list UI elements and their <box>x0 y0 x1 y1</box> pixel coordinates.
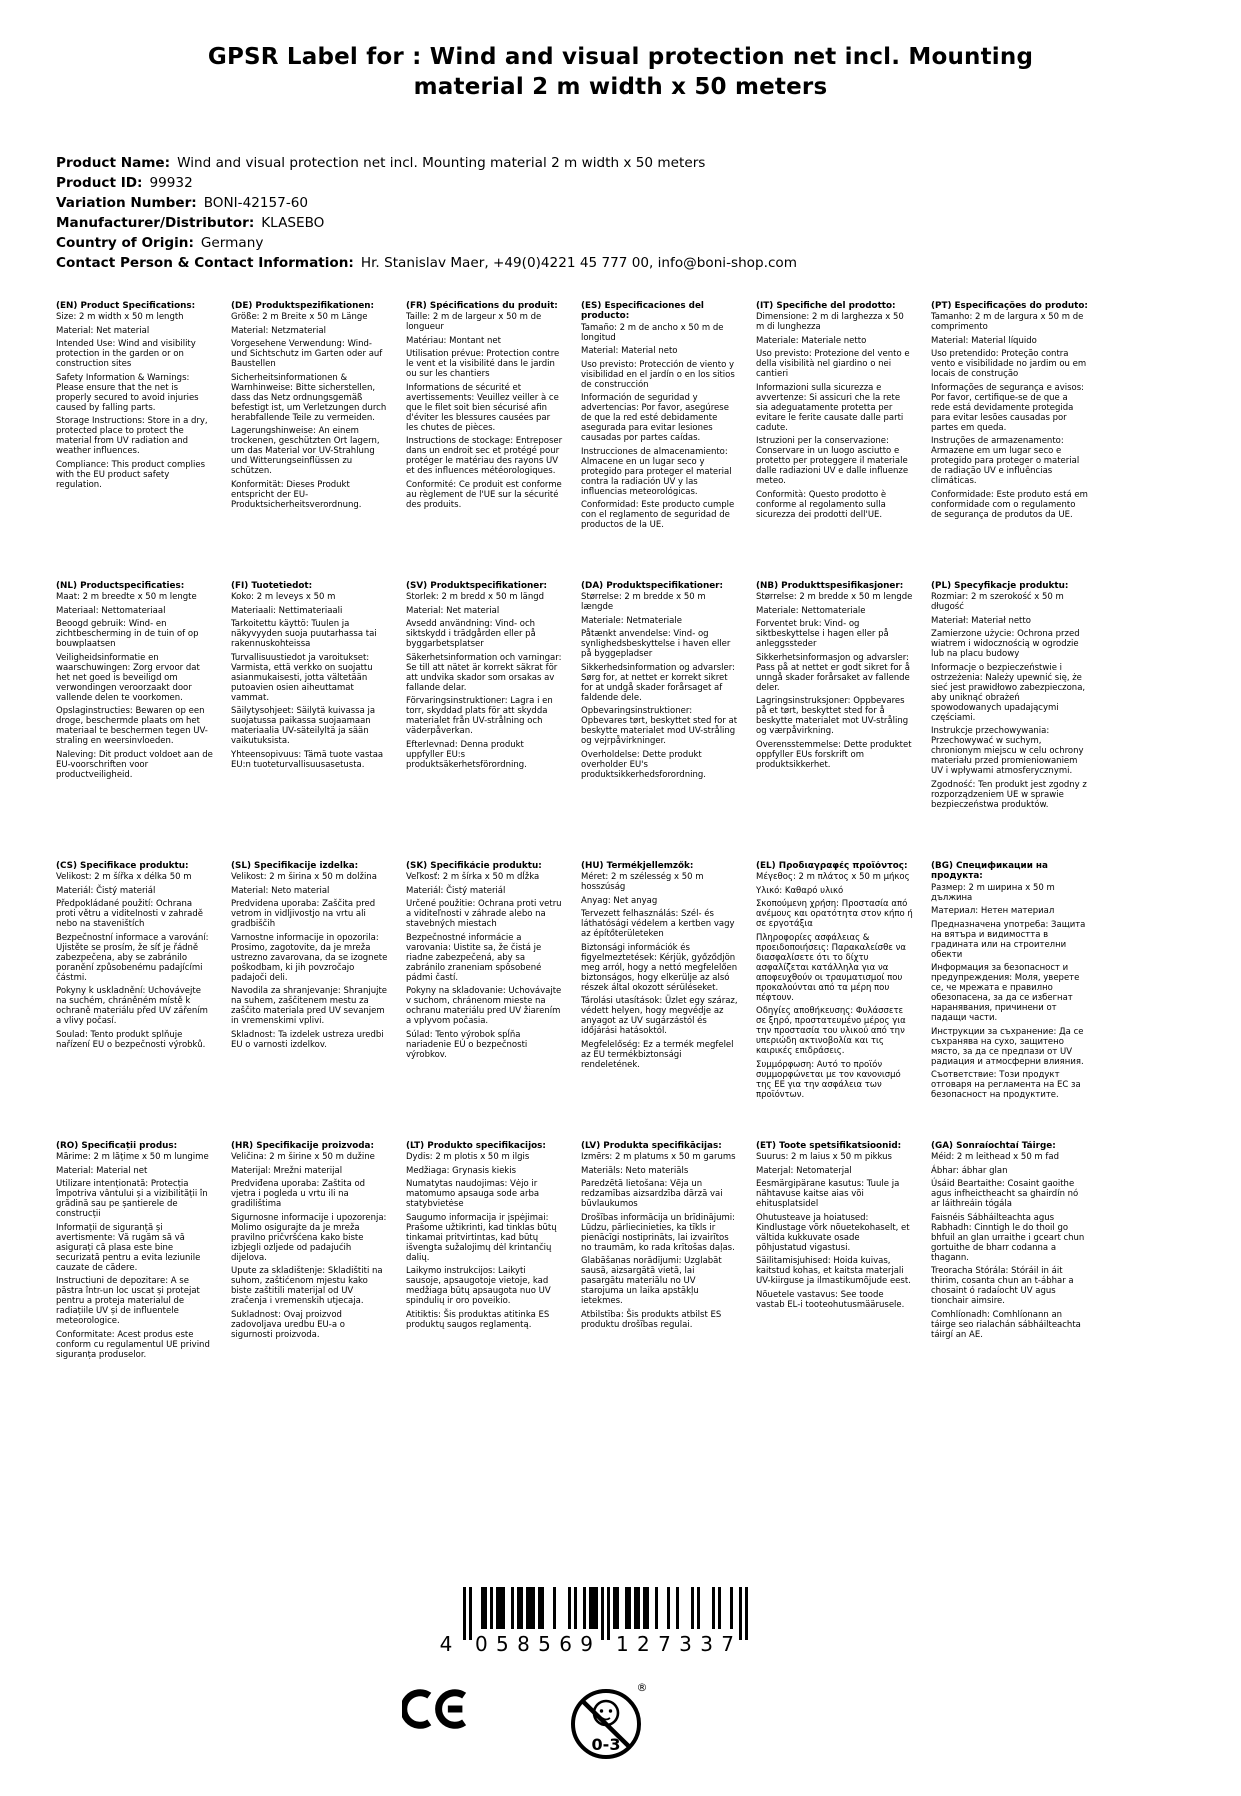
lang-block-heading: (SL) Specifikacije izdelka: <box>231 860 359 871</box>
spec-paragraph: Varnostne informacije in opozorila: Prosimo, zagotovite, da je mreža ustrezno zavarovana, da se izognete poškodbam, ki jih povzročajo padajoči deli. <box>231 932 388 983</box>
spec-paragraph: Bezpečnostní informace a varování: Ujistěte se prosím, že síť je řádně zabezpečena, aby se zabránilo poranění způsobenému padajícími částmi. <box>56 932 209 983</box>
spec-paragraph: Glabāšanas norādījumi: Uzglabāt sausā, aizsargātā vietā, lai pasargātu materiālu no UV starojuma un laika apstākļu ietekmes. <box>581 1256 722 1307</box>
spec-paragraph: Οδηγίες αποθήκευσης: Φυλάσσετε σε ξηρό, προστατευμένο μέρος για την προστασία του υλικού από την υπεριώδη ακτινοβολία και τις καιρικές επιδράσεις. <box>756 1006 906 1057</box>
spec-paragraph: Material: Net material <box>406 605 500 616</box>
barcode-bar <box>613 1587 616 1629</box>
barcode-bar <box>484 1587 487 1629</box>
spec-paragraph: Размер: 2 m ширина x 50 m дължина <box>931 882 1055 903</box>
lang-block-nl <box>56 581 231 861</box>
spec-paragraph: Σκοπούμενη χρήση: Προστασία από ανέμους και ορατότητα στον κήπο ή σε εργοτάξια <box>756 899 913 930</box>
barcode-bar <box>739 1587 742 1640</box>
lang-block-ro <box>56 1141 231 1421</box>
spec-paragraph: Förvaringsinstruktioner: Lagra i en torr, skyddad plats för att skydda materialet från UV-strålning och väderpåverkan. <box>406 696 553 737</box>
product-info-label: Contact Person & Contact Information: <box>56 254 354 271</box>
lang-block-heading: (RO) Specificații produs: <box>56 1140 178 1151</box>
product-info-value: Wind and visual protection net incl. Mounting material 2 m width x 50 meters <box>177 154 706 171</box>
lang-block-heading: (PT) Especificações do produto: <box>931 300 1088 311</box>
lang-block-heading: (CS) Specifikace produktu: <box>56 860 189 871</box>
spec-paragraph: Suurus: 2 m laius x 50 m pikkus <box>756 1152 892 1163</box>
lang-block-heading: (DA) Produktspecifikationer: <box>581 580 724 591</box>
spec-paragraph: Größe: 2 m Breite x 50 m Länge <box>231 312 368 323</box>
lang-block-bg <box>931 861 1106 1141</box>
barcode-bar <box>646 1587 649 1629</box>
spec-paragraph: Предназначена употреба: Защита на вятъра и видимостта в градината или на строителни обекти <box>931 919 1086 960</box>
lang-block-heading: (HU) Termékjellemzők: <box>581 860 694 871</box>
lang-block-el <box>756 861 931 1141</box>
spec-paragraph: Úsáid Beartaithe: Cosaint gaoithe agus infheictheacht sa ghairdín nó ar láithreáin tógála <box>931 1179 1079 1210</box>
spec-paragraph: Numatytas naudojimas: Vėjo ir matomumo apsauga sode arba statybvietėse <box>406 1179 540 1210</box>
spec-paragraph: Säilytysohjeet: Säilytä kuivassa ja suojatussa paikassa suojaamaan materiaalia UV-säteilyltä ja sään vaikutuksista. <box>231 706 376 747</box>
lang-block-es <box>581 301 756 581</box>
spec-paragraph: Lagerungshinweise: An einem trockenen, geschützten Ort lagern, um das Material vor UV-Strahlung und Witterungseinflüssen zu schützen. <box>231 426 380 477</box>
spec-paragraph: Veličina: 2 m širine x 50 m dužine <box>231 1152 375 1163</box>
spec-paragraph: Storage Instructions: Store in a dry, protected place to protect the material from UV radiation and weather influences. <box>56 416 208 457</box>
spec-paragraph: Saugumo informacija ir įspėjimai: Prašome užtikrinti, kad tinklas būtų tinkamai pritvirtintas, kad būtų išvengta sužalojimų dėl krintančių dalių. <box>406 1212 557 1263</box>
spec-paragraph: Utilizare intenționată: Protecția împotriva vântului și a vizibilității în grădină sau pe șantierele de construcții <box>56 1179 208 1220</box>
barcode-bar <box>568 1587 571 1629</box>
lang-block-da <box>581 581 756 861</box>
barcode-bar <box>595 1587 598 1629</box>
lang-block-hr <box>231 1141 406 1421</box>
spec-paragraph: Opbevaringsinstruktioner: Opbevares tørt, beskyttet sted for at beskytte materialet mod UV-stråling og vejrpåvirkninger. <box>581 706 738 747</box>
spec-paragraph: Velikost: 2 m šířka x délka 50 m <box>56 872 192 883</box>
spec-paragraph: Upute za skladištenje: Skladištiti na suhom, zaštićenom mjestu kako biste zaštitili materijal od UV zračenja i vremenskih utjecaja. <box>231 1266 383 1307</box>
spec-paragraph: Matériau: Montant net <box>406 335 501 346</box>
spec-paragraph: Informații de siguranță și avertismente: Vă rugăm să vă asigurați că plasa este bine securizată pentru a evita leziunile cauzate de cădere. <box>56 1222 201 1273</box>
lang-block-pl <box>931 581 1106 861</box>
spec-paragraph: Ohutusteave ja hoiatused: Kindlustage võrk nõuetekohaselt, et vältida kukkuvate osade põhjustatud vigastusi. <box>756 1212 910 1253</box>
product-info-row <box>56 153 1241 173</box>
barcode-bar <box>511 1587 514 1629</box>
barcode-bar <box>538 1587 541 1629</box>
barcode-left-digits: 058569 <box>475 1631 593 1655</box>
lang-block-lv <box>581 1141 756 1421</box>
spec-paragraph: Υλικό: Καθαρό υλικό <box>756 885 844 896</box>
barcode-bar <box>502 1587 505 1629</box>
spec-paragraph: Vorgesehene Verwendung: Wind- und Sichtschutz im Garten oder auf Baustellen <box>231 339 383 370</box>
spec-paragraph: Material: Material net <box>56 1165 148 1176</box>
barcode-bar <box>697 1587 700 1629</box>
spec-paragraph: Størrelse: 2 m bredde x 50 m længde <box>581 592 706 613</box>
ean-barcode <box>433 1587 753 1655</box>
product-info-section <box>56 153 1241 273</box>
spec-paragraph: Laikymo instrukcijos: Laikyti sausoje, apsaugotoje vietoje, kad medžiaga būtų apsaugota nuo UV spindulių ir oro poveikio. <box>406 1266 551 1307</box>
spec-paragraph: Eesmärgipärane kasutus: Tuule ja nähtavuse kaitse aias või ehitusplatsidel <box>756 1179 900 1210</box>
spec-paragraph: Mărime: 2 m lățime x 50 m lungime <box>56 1152 209 1163</box>
spec-paragraph: Atitiktis: Šis produktas atitinka ES produktų saugos reglamentą. <box>406 1309 550 1330</box>
spec-paragraph: Material: Netzmaterial <box>231 325 326 336</box>
spec-paragraph: Taille: 2 m de largeur x 50 m de longueur <box>406 312 542 333</box>
spec-paragraph: Soulad: Tento produkt splňuje nařízení EU o bezpečnosti výrobků. <box>56 1029 206 1050</box>
lang-block-heading: (SV) Produktspecifikationer: <box>406 580 548 591</box>
lang-block-heading: (NL) Productspecificaties: <box>56 580 185 591</box>
spec-paragraph: Informations de sécurité et avertissements: Veuillez veiller à ce que le filet soit bien sécurisé afin d'éviter les blessures causées par les chutes de pièces. <box>406 382 559 433</box>
product-info-row <box>56 213 1241 233</box>
barcode-bar <box>607 1587 610 1640</box>
product-info-label: Product ID: <box>56 174 143 191</box>
spec-paragraph: Инструкции за съхранение: Да се съхранява на сухо, защитено място, за да се предпази от UV радиация и атмосферни влияния. <box>931 1026 1084 1067</box>
barcode-bar <box>532 1587 535 1629</box>
spec-paragraph: Μέγεθος: 2 m πλάτος x 50 m μήκος <box>756 872 910 883</box>
barcode-bar <box>676 1587 679 1629</box>
spec-paragraph: Treoracha Stórála: Stóráil in áit thirim, cosanta chun an t-ábhar a chosaint ó radaíocht UV agus tionchair aimsire. <box>931 1266 1074 1307</box>
lang-block-heading: (BG) Спецификации на продукта: <box>931 860 1048 882</box>
barcode-bar <box>583 1587 586 1629</box>
spec-paragraph: Pokyny k uskladnění: Uchovávejte na suchém, chráněném místě k ochraně materiálu před UV zářením a vlivy počasí. <box>56 986 208 1027</box>
spec-paragraph: Beoogd gebruik: Wind- en zichtbescherming in de tuin of op bouwplaatsen <box>56 619 199 650</box>
lang-block-heading: (HR) Specifikacije proizvoda: <box>231 1140 374 1151</box>
barcode-bar <box>469 1587 472 1640</box>
barcode-bar <box>463 1587 466 1640</box>
barcode-bar <box>637 1587 640 1629</box>
spec-paragraph: Materiale: Nettomateriale <box>756 605 866 616</box>
lang-block-heading: (SK) Špecifikácie produktu: <box>406 860 542 871</box>
spec-paragraph: Uso previsto: Protección de viento y visibilidad en el jardín o en los sitios de construcción <box>581 359 735 390</box>
lang-block-fi <box>231 581 406 861</box>
spec-paragraph: Forventet bruk: Vind- og siktbeskyttelse i hagen eller på anleggssteder <box>756 619 889 650</box>
spec-paragraph: Naleving: Dit product voldoet aan de EU-voorschriften voor productveiligheid. <box>56 749 213 780</box>
spec-paragraph: Storlek: 2 m bredd x 50 m längd <box>406 592 545 603</box>
spec-paragraph: Drošības informācija un brīdinājumi: Lūdzu, pārliecinieties, ka tīkls ir pienācīgi nostiprināts, lai izvairītos no traumām, ko rada krītošas daļas. <box>581 1212 735 1253</box>
spec-paragraph: Tarkoitettu käyttö: Tuulen ja näkyvyyden suoja puutarhassa tai rakennuskohteissa <box>231 619 377 650</box>
spec-paragraph: Určené použitie: Ochrana proti vetru a viditeľnosti v záhrade alebo na stavebných miestach <box>406 899 562 930</box>
spec-paragraph: Instruções de armazenamento: Armazene em um lugar seco e protegido para proteger o material de radiação UV e influências climáticas. <box>931 436 1080 487</box>
spec-paragraph: Velikost: 2 m širina x 50 m dolžina <box>231 872 377 883</box>
spec-paragraph: Pokyny na skladovanie: Uchovávajte v suchom, chránenom mieste na ochranu materiálu pred UV žiarením a vplyvom počasia. <box>406 986 562 1027</box>
spec-paragraph: Conformidad: Este producto cumple con el reglamento de seguridad de productos de la UE. <box>581 500 735 531</box>
spec-paragraph: Size: 2 m width x 50 m length <box>56 312 184 323</box>
lang-block-heading: (FR) Spécifications du produit: <box>406 300 558 311</box>
spec-paragraph: Säilitamisjuhised: Hoida kuivas, kaitstud kohas, et kaitsta materjali UV-kiirguse ja ilmastikumõjude eest. <box>756 1256 911 1287</box>
barcode-bar <box>625 1587 628 1629</box>
barcode-section <box>433 1587 1241 1655</box>
spec-paragraph: Instructiuni de depozitare: A se păstra într-un loc uscat și protejat pentru a proteja materialul de radiațiile UV și de influentele meteorologice. <box>56 1276 200 1327</box>
lang-block-heading: (NB) Produkttspesifikasjoner: <box>756 580 904 591</box>
spec-paragraph: Maat: 2 m breedte x 50 m lengte <box>56 592 197 603</box>
product-info-value: Hr. Stanislav Maer, +49(0)4221 45 777 00, info@boni-shop.com <box>360 254 797 271</box>
spec-paragraph: Zamierzone użycie: Ochrona przed wiatrem i widocznością w ogrodzie lub na placu budowy <box>931 629 1080 660</box>
lang-block-hu <box>581 861 756 1141</box>
spec-paragraph: Sikkerhedsinformation og advarsler: Sørg for, at nettet er korrekt sikret for at undgå skader forårsaget af faldende dele. <box>581 662 735 703</box>
spec-paragraph: Paredzētā lietošana: Vēja un redzamības aizsardzība dārzā vai būvlaukumos <box>581 1179 723 1210</box>
lang-block-cs <box>56 861 231 1141</box>
spec-paragraph: Overholdelse: Dette produkt overholder EU's produktsikkerhedsforordning. <box>581 749 706 780</box>
spec-paragraph: Информация за безопасност и предупреждения: Моля, уверете се, че мрежата е правилно обезопасена, за да се избегнат наранявания, причинени от падащи части. <box>931 963 1080 1024</box>
product-info-label: Variation Number: <box>56 194 197 211</box>
spec-paragraph: Overensstemmelse: Dette produktet oppfyller EUs forskrift om produktsikkerhet. <box>756 739 912 770</box>
spec-paragraph: Material: Material líquido <box>931 335 1037 346</box>
barcode-bar <box>592 1587 595 1629</box>
lang-block-heading: (GA) Sonraíochtaí Táirge: <box>931 1140 1056 1151</box>
spec-paragraph: Material: Net material <box>56 325 150 336</box>
spec-paragraph: Navodila za shranjevanje: Shranjujte na suhem, zaščitenem mestu za zaščito materiala pred UV sevanjem in vremenskimi vplivi. <box>231 986 388 1027</box>
product-info-value: KLASEBO <box>261 214 325 231</box>
spec-paragraph: Opslaginstructies: Bewaren op een droge, beschermde plaats om het materiaal te beschermen tegen UV-straling en weersinvloeden. <box>56 706 208 747</box>
registered-symbol: ® <box>636 1680 648 1694</box>
spec-paragraph: Veľkosť: 2 m šírka x 50 m dĺžka <box>406 872 540 883</box>
barcode-bar <box>553 1587 556 1629</box>
spec-paragraph: Sukladnost: Ovaj proizvod zadovoljava uredbu EU-a o sigurnosti proizvoda. <box>231 1309 345 1340</box>
barcode-bar <box>574 1587 577 1629</box>
spec-paragraph: Méret: 2 m szélesség x 50 m hosszúság <box>581 872 704 893</box>
spec-paragraph: Utilisation prévue: Protection contre le vent et la visibilité dans le jardin ou sur les chantiers <box>406 349 560 380</box>
spec-paragraph: Koko: 2 m leveys x 50 m <box>231 592 336 603</box>
spec-paragraph: Instructions de stockage: Entreposer dans un endroit sec et protégé pour protéger le matériau des rayons UV et des influences météorologiques. <box>406 436 563 477</box>
language-specs-grid <box>56 301 1241 1421</box>
spec-paragraph: Nõuetele vastavus: See toode vastab EL-i tooteohutusmäärusele. <box>756 1289 905 1310</box>
spec-paragraph: Πληροφορίες ασφάλειας & προειδοποιήσεις: Παρακαλείσθε να διασφαλίσετε ότι το δίχτυ ασφαλίζεται κατάλληλα για να αποφευχθούν οι τραυματισμοί που προκαλούνται από τα μέρη που πέφτουν. <box>756 932 906 1003</box>
product-info-row <box>56 173 1241 193</box>
spec-paragraph: Turvallisuustiedot ja varoitukset: Varmista, että verkko on suojattu asianmukaisesti, jotta vältetään putoavien osien aiheuttamat vammat. <box>231 652 373 703</box>
spec-paragraph: Materijal: Mrežni materijal <box>231 1165 343 1176</box>
spec-paragraph: Tárolási utasítások: Üzlet egy száraz, védett helyen, hogy megvédje az anyagot az UV sugárzástól és időjárási hatásoktól. <box>581 996 738 1037</box>
spec-paragraph: Tamaño: 2 m de ancho x 50 m de longitud <box>581 322 724 343</box>
spec-paragraph: Съответствие: Този продукт отговаря на регламента на ЕС за безопасност на продуктите. <box>931 1070 1081 1101</box>
spec-paragraph: Intended Use: Wind and visibility protection in the garden or on construction sites <box>56 339 196 370</box>
spec-paragraph: Súlad: Tento výrobok spĺňa nariadenie EÚ o bezpečnosti výrobkov. <box>406 1029 528 1060</box>
lang-block-heading: (ES) Especificaciones del producto: <box>581 300 704 322</box>
page-title: GPSR Label for : Wind and visual protection net incl. Mounting material 2 m width x 50 meters <box>207 44 1034 101</box>
lang-block-heading: (FI) Tuotetiedot: <box>231 580 313 591</box>
lang-block-pt <box>931 301 1106 581</box>
ce-mark-icon <box>402 1679 474 1739</box>
age-warning-label: 0-3 <box>591 1734 621 1754</box>
spec-paragraph: Størrelse: 2 m bredde x 50 m lengde <box>756 592 913 603</box>
spec-paragraph: Biztonsági információk és figyelmeztetések: Kérjük, győződjön meg arról, hogy a nettó megfelelően biztonságos, hogy elkerülje az alsó részek által okozott sérüléseket. <box>581 942 738 993</box>
spec-paragraph: Rozmiar: 2 m szerokość x 50 m długość <box>931 592 1064 613</box>
product-info-label: Product Name: <box>56 154 171 171</box>
barcode-bar <box>526 1587 529 1629</box>
barcode-lead-digit: 4 <box>439 1631 453 1655</box>
spec-paragraph: Instrukcje przechowywania: Przechowywać w suchym, chronionym miejscu w celu ochrony materiału przed promieniowaniem UV i wpływami atmosferycznymi. <box>931 726 1084 777</box>
spec-paragraph: Predviđena uporaba: Zaštita od vjetra i pogleda u vrtu ili na gradilištima <box>231 1179 366 1210</box>
barcode-bar <box>745 1587 748 1640</box>
lang-block-heading: (DE) Produktspezifikationen: <box>231 300 375 311</box>
barcode-bar <box>601 1587 604 1640</box>
spec-paragraph: Predvidena uporaba: Zaščita pred vetrom in vidljivostjo na vrtu ali gradbiščih <box>231 899 376 930</box>
spec-paragraph: Sigurnosne informacije i upozorenja: Molimo osigurajte da je mreža pravilno pričvršćena kako biste izbjegli ozljede od padajućih dijelova. <box>231 1212 387 1263</box>
barcode-bar <box>496 1587 499 1629</box>
lang-block-nb <box>756 581 931 861</box>
spec-paragraph: Materiale: Materiale netto <box>756 335 867 346</box>
spec-paragraph: Uso pretendido: Proteção contra vento e visibilidade no jardim ou em locais de construção <box>931 349 1087 380</box>
product-info-row <box>56 193 1241 213</box>
spec-paragraph: Safety Information & Warnings: Please ensure that the net is properly secured to avoid injuries caused by falling parts. <box>56 372 199 413</box>
spec-paragraph: Anyag: Net anyag <box>581 895 658 906</box>
spec-paragraph: Conformité: Ce produit est conforme au règlement de l'UE sur la sécurité des produits. <box>406 479 562 510</box>
spec-paragraph: Bezpečnostné informácie a varovania: Uistite sa, že čistá je riadne zabezpečená, aby sa zabránilo zraneniam spôsobené pádmi častí. <box>406 932 542 983</box>
barcode-bar <box>481 1587 484 1629</box>
spec-paragraph: Tervezett felhasználás: Szél- és láthatósági védelem a kertben vagy az építőterületeken <box>581 909 735 940</box>
spec-paragraph: Conformidade: Este produto está em conformidade com o regulamento de segurança de produtos da UE. <box>931 489 1088 520</box>
lang-block-heading: (PL) Specyfikacje produktu: <box>931 580 1069 591</box>
spec-paragraph: Materiaal: Nettomateriaal <box>56 605 166 616</box>
barcode-bar <box>628 1587 631 1629</box>
lang-block-fr <box>406 301 581 581</box>
spec-paragraph: Izmērs: 2 m platums x 50 m garums <box>581 1152 736 1163</box>
spec-paragraph: Ábhar: ábhar glan <box>931 1165 1008 1176</box>
barcode-bar <box>499 1587 502 1629</box>
spec-paragraph: Instrucciones de almacenamiento: Almacene en un lugar seco y protegido para proteger el material contra la radiación UV y las influencias meteorológicas. <box>581 446 732 497</box>
product-info-label: Country of Origin: <box>56 234 194 251</box>
lang-block-heading: (IT) Specifiche del prodotto: <box>756 300 896 311</box>
spec-paragraph: Atbilstība: Šis produkts atbilst ES produktu drošības regulai. <box>581 1309 722 1330</box>
spec-paragraph: Tamanho: 2 m de largura x 50 m de comprimento <box>931 312 1084 333</box>
lang-block-heading: (LT) Produkto specifikacijos: <box>406 1140 546 1151</box>
spec-paragraph: Veiligheidsinformatie en waarschuwingen: Zorg ervoor dat het net goed is beveiligd om verwondingen veroorzaakt door vallende delen te voorkomen. <box>56 652 200 703</box>
product-info-value: Germany <box>200 234 264 251</box>
barcode-bar <box>529 1587 532 1629</box>
spec-paragraph: Konformität: Dieses Produkt entspricht der EU-Produktsicherheitsverordnung. <box>231 479 362 510</box>
lang-block-heading: (ET) Toote spetsifikatsioonid: <box>756 1140 902 1151</box>
spec-paragraph: Informazioni sulla sicurezza e avvertenze: Si assicuri che la rete sia adeguatamente protetta per evitare le ferite causate dalle parti cadute. <box>756 382 904 433</box>
lang-block-heading: (EL) Προδιαγραφές προϊόντος: <box>756 860 908 871</box>
spec-paragraph: Uso previsto: Protezione del vento e della visibilità nel giardino o nei cantieri <box>756 349 910 380</box>
spec-paragraph: Sicherheitsinformationen & Warnhinweise: Bitte sicherstellen, dass das Netz ordnungsgemäß befestigt ist, um Verletzungen durch herabfallende Teile zu vermeiden. <box>231 372 387 423</box>
barcode-bar <box>643 1587 646 1629</box>
spec-paragraph: Säkerhetsinformation och varningar: Se till att nätet är korrekt säkrat för att undvika skador som orsakas av fallande delar. <box>406 652 562 693</box>
spec-paragraph: Dydis: 2 m plotis x 50 m ilgis <box>406 1152 530 1163</box>
barcode-bar <box>730 1587 733 1629</box>
spec-paragraph: Yhteensopivuus: Tämä tuote vastaa EU:n tuoteturvallisuusasetusta. <box>231 749 384 770</box>
spec-paragraph: Compliance: This product complies with the EU product safety regulation. <box>56 459 205 490</box>
spec-paragraph: Sikkerhetsinformasjon og advarsler: Pass på at nettet er godt sikret for å unngå skader forårsaket av fallende deler. <box>756 652 910 693</box>
spec-paragraph: Материал: Нетен материал <box>931 906 1055 917</box>
spec-paragraph: Materiál: Čistý materiál <box>56 885 156 896</box>
spec-paragraph: Material: Neto material <box>231 885 330 896</box>
spec-paragraph: Dimensione: 2 m di larghezza x 50 m di lunghezza <box>756 312 904 333</box>
spec-paragraph: Megfelelőség: Ez a termék megfelel az EU termékbiztonsági rendeletének. <box>581 1039 734 1070</box>
spec-paragraph: Méid: 2 m leithead x 50 m fad <box>931 1152 1060 1163</box>
product-info-row <box>56 253 1241 273</box>
spec-paragraph: Materiál: Čistý materiál <box>406 885 506 896</box>
lang-block-heading: (EN) Product Specifications: <box>56 300 196 311</box>
barcode-bar <box>718 1587 721 1629</box>
barcode-bar <box>589 1587 592 1629</box>
lang-block-et <box>756 1141 931 1421</box>
barcode-bar <box>655 1587 658 1629</box>
product-info-label: Manufacturer/Distributor: <box>56 214 255 231</box>
barcode-bar <box>616 1587 619 1629</box>
spec-paragraph: Materiaali: Nettimateriaali <box>231 605 343 616</box>
lang-block-sv <box>406 581 581 861</box>
spec-paragraph: Comhlíonadh: Comhlíonann an táirge seo rialachán sábháilteachta táirgí an AE. <box>931 1309 1081 1340</box>
lang-block-lt <box>406 1141 581 1421</box>
lang-block-de <box>231 301 406 581</box>
spec-paragraph: Conformità: Questo prodotto è conforme al regolamento sulla sicurezza dei prodotti dell'UE. <box>756 489 887 520</box>
barcode-bar <box>634 1587 637 1629</box>
spec-paragraph: Informações de segurança e avisos: Por favor, certifique-se de que a rede está devidamente protegida para evitar lesões causadas por partes em queda. <box>931 382 1085 433</box>
age-warning-0-3-icon <box>566 1679 650 1765</box>
spec-paragraph: Faisnéis Sábháilteachta agus Rabhadh: Cinntigh le do thoil go bhfuil an glan urraithe i gceart chun gortuithe de bharr codanna a thagann. <box>931 1212 1085 1263</box>
spec-paragraph: Material: Material neto <box>581 346 678 357</box>
barcode-bar <box>517 1587 520 1629</box>
barcode-bar <box>541 1587 544 1629</box>
spec-paragraph: Materiale: Netmateriale <box>581 615 682 626</box>
product-info-value: BONI-42157-60 <box>203 194 309 211</box>
spec-paragraph: Materiāls: Neto materiāls <box>581 1165 689 1176</box>
product-info-row <box>56 233 1241 253</box>
lang-block-heading: (LV) Produkta specifikācijas: <box>581 1140 722 1151</box>
spec-paragraph: Skladnost: Ta izdelek ustreza uredbi EU o varnosti izdelkov. <box>231 1029 384 1050</box>
spec-paragraph: Medžiaga: Grynasis kiekis <box>406 1165 517 1176</box>
spec-paragraph: Conformitate: Acest produs este conform cu regulamentul UE privind siguranța produselor. <box>56 1329 210 1360</box>
barcode-bar <box>520 1587 523 1629</box>
spec-paragraph: Zgodność: Ten produkt jest zgodny z rozporządzeniem UE w sprawie bezpieczeństwa produktów. <box>931 779 1087 810</box>
lang-block-en <box>56 301 231 581</box>
spec-paragraph: Información de seguridad y advertencias: Por favor, asegúrese de que la red esté debidamente asegurada para evitar lesiones causadas por partes caídas. <box>581 393 729 444</box>
spec-paragraph: Avsedd användning: Vind- och siktskydd i trädgården eller på byggarbetsplatser <box>406 619 536 650</box>
spec-paragraph: Istruzioni per la conservazione: Conservare in un luogo asciutto e protetto per proteggere il materiale dalle radiazioni UV e dalle influenze meteo. <box>756 436 909 487</box>
barcode-bar <box>667 1587 670 1629</box>
lang-block-it <box>756 301 931 581</box>
spec-paragraph: Materiał: Materiał netto <box>931 615 1031 626</box>
barcode-bar <box>490 1587 493 1629</box>
product-info-value: 99932 <box>149 174 193 191</box>
spec-paragraph: Informacje o bezpieczeństwie i ostrzeżenia: Należy upewnić się, że sieć jest prawidłowo zabezpieczona, aby uniknąć obrażeń spowodowanych upadającymi częściami. <box>931 662 1086 723</box>
footer-symbols-row <box>402 1679 1241 1765</box>
spec-paragraph: Předpokládané použití: Ochrana proti větru a viditelnosti v zahradě nebo na staveništích <box>56 899 203 930</box>
lang-block-sk <box>406 861 581 1141</box>
barcode-bar <box>712 1587 715 1629</box>
spec-paragraph: Påtænkt anvendelse: Vind- og synlighedsbeskyttelse i haven eller på byggepladser <box>581 629 731 660</box>
spec-paragraph: Materjal: Netomaterjal <box>756 1165 852 1176</box>
lang-block-ga <box>931 1141 1106 1421</box>
barcode-bar <box>691 1587 694 1629</box>
spec-paragraph: Συμμόρφωση: Αυτό το προϊόν συμμορφώνεται με τον κανονισμό της ΕΕ για την ασφάλεια των προϊόντων. <box>756 1059 901 1100</box>
barcode-right-digits: 127337 <box>616 1631 734 1655</box>
spec-paragraph: Lagringsinstruksjoner: Oppbevares på et tørt, beskyttet sted for å beskytte materialet mot UV-stråling og værpåvirkning. <box>756 696 909 737</box>
spec-paragraph: Efterlevnad: Denna produkt uppfyller EU:s produktsäkerhetsförordning. <box>406 739 527 770</box>
lang-block-sl <box>231 861 406 1141</box>
